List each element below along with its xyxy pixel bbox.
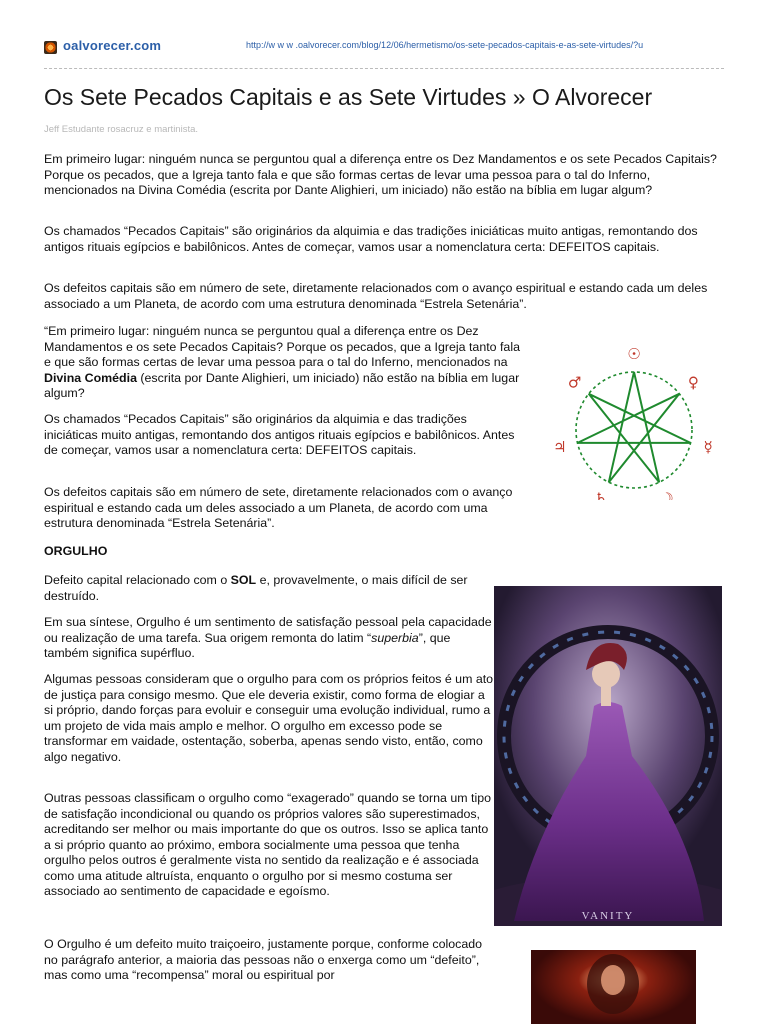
text-run: “Em primeiro lugar: ninguém nunca se perguntou qual a diferença entre os Dez Mandamentos e os sete Pecados Capitais? Porque os pecados, que a Igreja tanto fala e que são formas certas de levar uma pessoa para o tal do Inferno, mencionados na xyxy=(44,324,520,369)
intro-paragraph-3 xyxy=(44,281,726,312)
planet-symbol-icon: ☿ xyxy=(703,437,713,456)
vanity-caption: VANITY xyxy=(581,910,635,922)
figure-face xyxy=(601,965,625,995)
text-run: ”, que também significa supérfluo. xyxy=(44,630,451,660)
neck xyxy=(601,686,611,706)
paragraph-text: Os chamados “Pecados Capitais” são originários da alquimia e das tradições iniciáticas muito antigas, remontando dos antigos rituais egípcios e babilônicos. Antes de começar, vamos usar a nomenclatura certa: DEFEITOS capitais. xyxy=(44,412,515,457)
paragraph-text: O Orgulho é um defeito muito traiçoeiro, justamente porque, conforme colocado no parágrafo anterior, a maioria das pessoas não o enxerga como um “defeito”, mas como uma “recompensa” moral ou espiritual por xyxy=(44,937,483,982)
intro-paragraph-1 xyxy=(44,152,726,199)
header-divider xyxy=(44,68,724,69)
planet-symbol-icon: ♂ xyxy=(567,373,582,392)
sol-bold: SOL xyxy=(230,573,257,587)
planet-symbols xyxy=(553,345,713,500)
paragraph-text: Algumas pessoas consideram que o orgulho para com os próprios feitos é um ato de justiça para consigo mesmo. Que ele deveria existir, como forma de elogiar a si próprio, dando forças para evoluir e conseguir uma evolução individual, rumo a um projeto de vida mais amplo e melhor. O orgulho em excesso pode se transformar em vaidade, ostentação, soberba, apenas sendo visto, então, como algo negativo. xyxy=(44,672,494,764)
planet-symbol-icon: ☉ xyxy=(627,345,641,363)
source-url-link[interactable]: http://w w w .oalvorecer.com/blog/12/06/hermetismo/os-sete-pecados-capitais-e-as-sete-virtudes/?u xyxy=(246,40,644,50)
site-logo-icon[interactable] xyxy=(44,41,57,54)
paragraph-text xyxy=(44,615,496,662)
quote-paragraph-3 xyxy=(44,485,524,532)
superbia-italic: superbia xyxy=(371,630,419,645)
vanity-illustration xyxy=(494,586,722,926)
paragraph-text: Outras pessoas classificam o orgulho como “exagerado” quando se torna um tipo de satisfação incondicional ou quando os próprios valores são superestimados, acreditando ser melhor ou mais importante do que os outros. Isso se aplica tanto a si próprio quanto ao próximo, embora socialmente uma pessoa que tenha orgulho pelos outros é geralmente vista no sentido da realização e é associada como uma atitude altruísta, enquanto o orgulho por si mesmo costuma ser associado ao sentimento de capacidade e egoísmo. xyxy=(44,791,491,898)
vanity-svg xyxy=(494,586,722,926)
dotted-circle xyxy=(576,372,692,488)
planet-symbol-icon: ☽ xyxy=(660,489,674,500)
orgulho-paragraph-4 xyxy=(44,791,496,900)
intro-paragraph-2 xyxy=(44,224,726,255)
divina-comedia-bold: Divina Comédia xyxy=(44,370,137,385)
text-run: e, provavelmente, o mais difícil de ser destruído. xyxy=(44,573,468,603)
paragraph-text xyxy=(44,324,524,402)
text-run: Defeito capital relacionado com o xyxy=(44,573,231,587)
seven-pointed-star-figure xyxy=(546,340,720,500)
paragraph-text: Os chamados “Pecados Capitais” são originários da alquimia e das tradições iniciáticas muito antigas, remontando dos antigos rituais egípcios e babilônicos. Antes de começar, vamos usar a nomenclatura certa: DEFEITOS capitais. xyxy=(44,224,698,254)
text-run: (escrita por Dante Alighieri, um iniciado) não estão na bíblia em lugar algum? xyxy=(44,370,520,400)
article-title: Os Sete Pecados Capitais e as Sete Virtudes » O Alvorecer xyxy=(44,84,653,110)
page-header xyxy=(44,40,724,60)
planet-symbol-icon: ♃ xyxy=(553,437,567,456)
paragraph-text: Os defeitos capitais são em número de sete, diretamente relacionados com o avanço espiritual e estando cada um deles associado a um Planeta, de acordo com uma estrutura denominada “Estrela Setenária”. xyxy=(44,485,513,530)
paragraph-text: Em primeiro lugar: ninguém nunca se perguntou qual a diferença entre os Dez Mandamentos e os sete Pecados Capitais? Porque os pecados, que a Igreja tanto fala e que são formas certas de levar uma pessoa para o tal do Inferno, mencionados na Divina Comédia (escrita por Dante Alighieri, um iniciado) não estão na bíblia em lugar algum? xyxy=(44,152,717,197)
text-run: Em sua síntese, Orgulho é um sentimento de satisfação pessoal pela capacidade ou realização de uma tarefa. Sua origem remonta do latim “ xyxy=(44,615,492,645)
paragraph-text xyxy=(44,573,496,604)
thumbnail-svg xyxy=(531,950,696,1024)
article-byline: Jeff Estudante rosacruz e martinista. xyxy=(44,124,199,135)
section-orgulho xyxy=(44,544,496,560)
planet-symbol-icon: ♄ xyxy=(594,489,608,500)
planet-symbol-icon: ♀ xyxy=(687,373,699,392)
star-svg xyxy=(546,340,720,500)
quote-paragraph-1 xyxy=(44,324,524,402)
site-name-link[interactable]: oalvorecer.com xyxy=(63,38,162,53)
orgulho-paragraph-5 xyxy=(44,937,496,984)
quote-paragraph-2 xyxy=(44,412,524,459)
orgulho-paragraph-2 xyxy=(44,615,496,662)
orgulho-paragraph-3 xyxy=(44,672,496,765)
next-illustration-thumbnail xyxy=(531,950,696,1024)
orgulho-paragraph-1 xyxy=(44,573,496,604)
section-heading: ORGULHO xyxy=(44,544,108,558)
paragraph-text: Os defeitos capitais são em número de sete, diretamente relacionados com o avanço espiritual e estando cada um deles associado a um Planeta, de acordo com uma estrutura denominada “Estrela Setenária”. xyxy=(44,281,708,311)
